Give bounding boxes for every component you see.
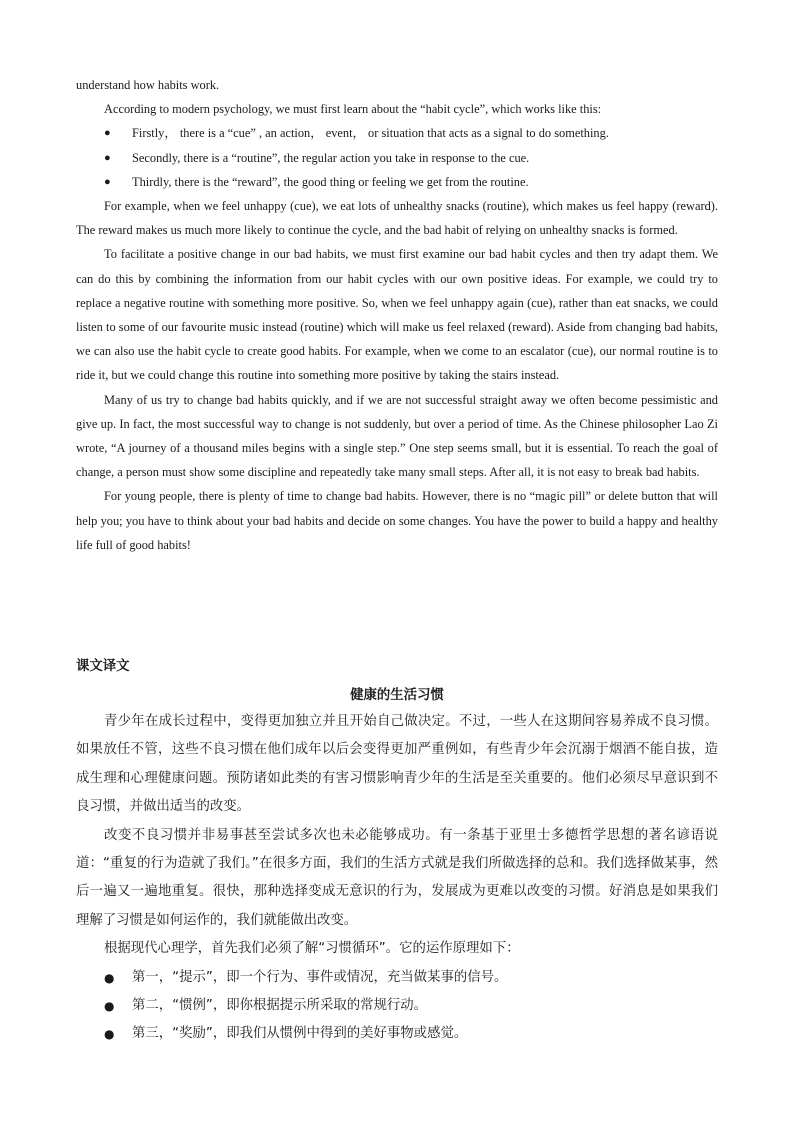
section-title: 课文译文 [76,659,130,674]
bullet-dot-icon: ● [104,151,111,164]
continuation-line: understand how habits work. [76,78,220,92]
paragraph-young-people: For young people, there is plenty of time to change bad habits. However, there is no “magic pill” or delete button that will help you; you have to think about your bad habits and decide on some changes. You have the power to build a happy and healthy life full of good habits! [76,489,718,552]
bullet-dot-icon: ● [104,175,111,188]
bullet-text: 第一，“提示”，即一个行为、事件或情况，充当做某事的信号。 [132,969,508,985]
paragraph-example: For example, when we feel unhappy (cue), we eat lots of unhealthy snacks (routine), which makes us feel happy (reward). The reward makes us much more likely to continue the cycle, and the bad habit of relying on unhealthy snacks is formed. [76,199,718,238]
bullet-text: Firstly， there is a “cue” , an action， event， or situation that acts as a signal to do something. [132,126,609,141]
habit-cycle-intro: According to modern psychology, we must first learn about the “habit cycle”, which works like this: [104,102,602,117]
zh-paragraph-habit-cycle: 根据现代心理学，首先我们必须了解“习惯循环”。它的运作原理如下： [104,941,520,957]
bullet-item-reward [76,170,718,194]
bullet-dot-icon: ● [104,1027,115,1042]
zh-paragraph-changing-habits: 改变不良习惯并非易事甚至尝试多次也未必能够成功。有一条基于亚里士多德哲学思想的著名谚语说道：“重复的行为造就了我们。”在很多方面，我们的生活方式就是我们所做选择的总和。我们选择做某事，然后一遍又一遍地重复。很快，那种选择变成无意识的行为，发展成为更难以改变的习惯。好消息是如果我们理解了习惯是如何运作的，我们就能做出改变。 [76,827,718,928]
zh-bullet-cue [76,964,718,992]
chinese-text-block [76,708,718,1049]
bullet-text: Secondly, there is a “routine”, the regular action you take in response to the cue. [132,150,530,165]
bullet-text: 第二，“惯例”，即你根据提示所采取的常规行动。 [132,998,428,1014]
translation-title: 健康的生活习惯 [350,688,444,703]
bullet-text: Thirdly, there is the “reward”, the good thing or feeling we get from the routine. [132,174,529,189]
bullet-dot-icon: ● [104,999,115,1014]
bullet-text: 第三，“奖励”，即我们从惯例中得到的美好事物或感觉。 [132,1026,468,1042]
bullet-item-routine [76,146,718,170]
bullet-dot-icon: ● [104,127,111,140]
zh-paragraph-teenagers: 青少年在成长过程中，变得更加独立并且开始自己做决定。不过，一些人在这期间容易养成不良习惯。如果放任不管，这些不良习惯在他们成年以后会变得更加严重例如，有些青少年会沉溺于烟酒不能自拔，造成生理和心理健康问题。预防诸如此类的有害习惯影响青少年的生活是至关重要的。他们必须尽早意识到不良习惯，并做出适当的改变。 [76,714,718,815]
bullet-item-cue [76,121,718,145]
zh-bullet-reward [76,1020,718,1048]
paragraph-facilitate-change: To facilitate a positive change in our bad habits, we must first examine our bad habit cycles and then try adapt them. We can do this by combining the information from our habit cycles with our own positive ideas. For example, we could try to replace a negative routine with something more positive. So, when we feel unhappy again (cue), rather than eat snacks, we could listen to some of our favourite music instead (routine) which will make us feel relaxed (reward). Aside from changing bad habits, we can also use the habit cycle to create good habits. For example, when we come to an escalator (cue), our normal routine is to ride it, but we could change this routine into something more positive by taking the stairs instead. [76,247,718,383]
bullet-dot-icon: ● [104,970,115,985]
english-text-block [76,73,718,557]
zh-bullet-routine [76,992,718,1020]
paragraph-change-quickly: Many of us try to change bad habits quickly, and if we are not successful straight away we often become pessimistic and give up. In fact, the most successful way to change is not suddenly, but over a period of time. As the Chinese philosopher Lao Zi wrote, “A journey of a thousand miles begins with a single step.” One step seems small, but it is essential. To reach the goal of change, a person must show some discipline and repeatedly take many small steps. After all, it is not easy to break bad habits. [76,392,718,480]
